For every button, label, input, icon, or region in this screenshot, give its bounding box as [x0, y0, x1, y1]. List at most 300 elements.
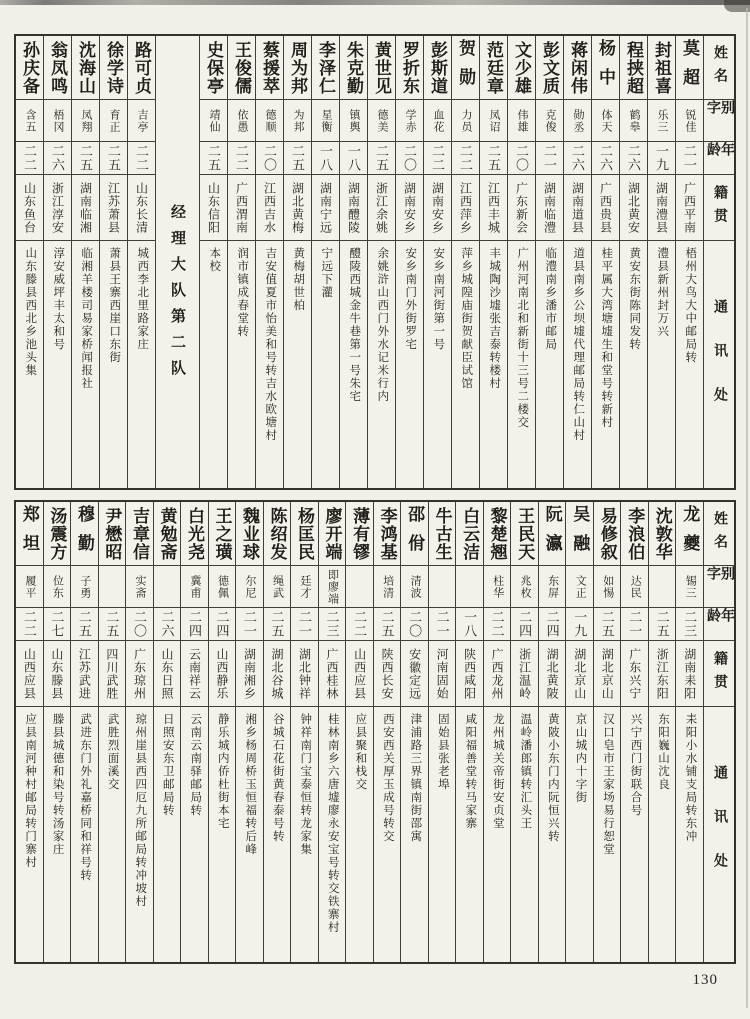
person-name: 王之璜 — [209, 502, 236, 566]
person-name: 罗折东 — [396, 36, 423, 100]
person-age: 一九 — [566, 608, 593, 641]
person-alias: 克俊 — [536, 100, 563, 142]
person-alias: 靖仙 — [200, 100, 227, 142]
person-name: 贺勋 — [452, 36, 479, 100]
person-native-place: 湖南道县 — [564, 175, 591, 241]
person-address: 道县南乡公坝墟代理邮局转仁山村 — [572, 247, 585, 442]
person-age: 二五 — [200, 142, 227, 175]
person-name: 范廷章 — [480, 36, 507, 100]
person-age: 二六 — [620, 142, 647, 175]
person-age: 二四 — [181, 608, 208, 641]
person-column — [395, 36, 423, 488]
person-address: 梧州大鸟大中邮局转 — [684, 247, 697, 364]
person-column — [648, 502, 676, 962]
person-name: 黄勉斋 — [154, 502, 181, 566]
person-address: 澧县新州封万兴 — [656, 247, 669, 338]
person-address: 吉安值夏市怡美和号转吉水欧塘村 — [264, 247, 277, 442]
person-age: 二四 — [539, 608, 566, 641]
person-alias: 凤诏 — [480, 100, 507, 142]
person-name: 史保亭 — [200, 36, 227, 100]
person-name: 汤震方 — [44, 502, 71, 566]
person-age: 二五 — [368, 142, 395, 175]
person-column — [127, 36, 155, 488]
person-native-place: 江苏萧县 — [100, 175, 127, 241]
person-address: 丰城陶沙墟张吉泰转楼村 — [488, 247, 501, 390]
person-native-place: 江苏武进 — [71, 641, 98, 707]
person-alias: 实斋 — [126, 566, 153, 608]
person-age: 二五 — [71, 608, 98, 641]
person-age: 二四 — [511, 608, 538, 641]
header-address: 通讯处 — [712, 299, 727, 431]
person-column — [99, 36, 127, 488]
person-name: 白光尧 — [181, 502, 208, 566]
person-age: 二四 — [209, 608, 236, 641]
person-alias: 学赤 — [396, 100, 423, 142]
person-native-place: 湖北钟祥 — [291, 641, 318, 707]
person-name: 莫超 — [676, 36, 703, 100]
person-native-place: 山东鱼台 — [16, 175, 43, 241]
person-address: 宁远下灌 — [320, 247, 333, 299]
person-column — [153, 502, 181, 962]
person-column — [563, 36, 591, 488]
person-name: 文少雄 — [508, 36, 535, 100]
person-address: 谷城石花街黄春泰号转 — [271, 713, 284, 843]
person-address: 安乡南门外街罗宅 — [404, 247, 417, 351]
person-column — [16, 36, 43, 488]
person-address: 桂平属大湾塘墟生和堂号转新村 — [600, 247, 613, 429]
person-age: 二〇 — [256, 142, 283, 175]
person-alias: 吉亭 — [128, 100, 155, 142]
person-native-place: 浙江温岭 — [511, 641, 538, 707]
person-name: 杨匡民 — [291, 502, 318, 566]
person-column — [263, 502, 291, 962]
person-native-place: 广东兴宁 — [621, 641, 648, 707]
person-name: 李鸿基 — [374, 502, 401, 566]
person-name: 蔡援萃 — [256, 36, 283, 100]
person-native-place: 湖南耒阳 — [676, 641, 703, 707]
person-alias: 锐佳 — [676, 100, 703, 142]
header-native: 籍贯 — [704, 641, 734, 707]
person-age: 二一 — [676, 142, 703, 175]
person-address: 城西李北里路家庄 — [136, 247, 149, 351]
person-age: 二五 — [649, 608, 676, 641]
person-name: 郑坦 — [16, 502, 43, 566]
person-address: 润市镇成春堂转 — [236, 247, 249, 338]
person-alias: 尔尼 — [236, 566, 263, 608]
person-native-place: 广东琼州 — [126, 641, 153, 707]
person-alias: 如惕 — [594, 566, 621, 608]
person-native-place: 湖北京山 — [594, 641, 621, 707]
person-age: 二六 — [154, 608, 181, 641]
person-age: 二五 — [374, 608, 401, 641]
person-column — [290, 502, 318, 962]
person-age: 二五 — [264, 608, 291, 641]
person-alias: 力员 — [452, 100, 479, 142]
person-name: 程挟超 — [620, 36, 647, 100]
person-column — [647, 36, 675, 488]
person-native-place: 山西静乐 — [209, 641, 236, 707]
person-alias: 德佩 — [209, 566, 236, 608]
person-age: 二一 — [291, 608, 318, 641]
person-alias: 即廖端 — [319, 566, 346, 608]
person-alias: 履平 — [16, 566, 43, 608]
person-column — [373, 502, 401, 962]
page-number: 130 — [692, 972, 718, 988]
person-alias: 绳武 — [264, 566, 291, 608]
person-age: 二二 — [484, 608, 511, 641]
person-column — [451, 36, 479, 488]
person-age: 二一 — [621, 608, 648, 641]
person-native-place: 浙江余姚 — [368, 175, 395, 241]
person-column — [208, 502, 236, 962]
person-name: 阮瀛 — [539, 502, 566, 566]
person-address: 兴宁西门街联合号 — [629, 713, 642, 817]
person-age: 二〇 — [401, 608, 428, 641]
person-alias: 位东 — [44, 566, 71, 608]
person-alias: 兆枚 — [511, 566, 538, 608]
person-native-place: 湖南澧县 — [648, 175, 675, 241]
person-age: 二一 — [236, 608, 263, 641]
section-divider-column — [155, 36, 199, 488]
person-name: 薄有镠 — [346, 502, 373, 566]
person-address: 桂林南乡六唐墟廖永安宝号转交铁寨村 — [326, 713, 339, 934]
person-native-place: 湖北京山 — [566, 641, 593, 707]
person-native-place: 湖南湘乡 — [236, 641, 263, 707]
scan-top-edge-artifact — [0, 0, 750, 5]
person-column — [538, 502, 566, 962]
person-alias: 梧冈 — [44, 100, 71, 142]
person-native-place: 四川武胜 — [99, 641, 126, 707]
person-native-place: 湖南醴陵 — [340, 175, 367, 241]
person-alias: 依愚 — [228, 100, 255, 142]
header-alias: 别字 — [704, 100, 734, 142]
person-column — [255, 36, 283, 488]
person-name: 王民天 — [511, 502, 538, 566]
person-address: 临澧南乡潘市邮局 — [544, 247, 557, 351]
person-native-place: 湖北谷城 — [264, 641, 291, 707]
person-age: 二五 — [72, 142, 99, 175]
person-name: 路可贞 — [128, 36, 155, 100]
person-name: 周为邦 — [284, 36, 311, 100]
person-name: 陈绍发 — [264, 502, 291, 566]
person-name: 李泽仁 — [312, 36, 339, 100]
person-native-place: 湖北黄陂 — [539, 641, 566, 707]
person-column — [43, 36, 71, 488]
person-alias: 镇舆 — [340, 100, 367, 142]
person-native-place: 湖北黄梅 — [284, 175, 311, 241]
person-native-place: 湖南临湘 — [72, 175, 99, 241]
person-column — [367, 36, 395, 488]
person-alias: 星衡 — [312, 100, 339, 142]
person-address: 山东滕县西北乡池头集 — [24, 247, 37, 377]
person-name: 易修叙 — [594, 502, 621, 566]
person-alias: 达民 — [621, 566, 648, 608]
section-divider-label: 经理大队第二队 — [169, 204, 185, 386]
person-native-place: 山西应县 — [16, 641, 43, 707]
person-alias — [154, 566, 181, 608]
person-native-place: 广西贵县 — [592, 175, 619, 241]
person-address: 应县南河种村邮局转门寨村 — [24, 713, 37, 869]
person-column — [593, 502, 621, 962]
person-alias: 锡三 — [676, 566, 703, 608]
person-native-place: 陕西咸阳 — [456, 641, 483, 707]
person-column — [98, 502, 126, 962]
person-column — [591, 36, 619, 488]
person-address: 东阳巍山沈良 — [656, 713, 669, 791]
person-name: 蒋闲伟 — [564, 36, 591, 100]
person-name: 沈海山 — [72, 36, 99, 100]
person-age: 二〇 — [126, 608, 153, 641]
person-native-place: 湖南临澧 — [536, 175, 563, 241]
person-age: 二二 — [16, 142, 43, 175]
person-age: 二五 — [284, 142, 311, 175]
person-alias: 含五 — [16, 100, 43, 142]
scan-right-edge-artifact — [746, 8, 748, 1008]
person-name: 廖开端 — [319, 502, 346, 566]
person-alias — [649, 566, 676, 608]
person-name: 彭文质 — [536, 36, 563, 100]
person-column — [283, 36, 311, 488]
person-name: 吴融 — [566, 502, 593, 566]
person-column — [43, 502, 71, 962]
header-age: 年龄 — [704, 608, 734, 641]
person-age: 二二 — [452, 142, 479, 175]
person-alias — [99, 566, 126, 608]
person-column — [620, 502, 648, 962]
person-alias — [456, 566, 483, 608]
person-address: 黄梅胡世柏 — [292, 247, 305, 312]
person-native-place: 广西龙州 — [484, 641, 511, 707]
person-column — [235, 502, 263, 962]
person-name: 翁凤鸣 — [44, 36, 71, 100]
person-name: 朱克勤 — [340, 36, 367, 100]
person-address: 静乐城内侨杜街本宅 — [216, 713, 229, 830]
person-native-place: 山东长清 — [128, 175, 155, 241]
person-age: 一八 — [456, 608, 483, 641]
person-column — [71, 36, 99, 488]
person-native-place: 江西萍乡 — [452, 175, 479, 241]
person-native-place: 安徽定远 — [401, 641, 428, 707]
person-alias — [346, 566, 373, 608]
person-age: 二三 — [319, 608, 346, 641]
person-native-place: 河南固始 — [429, 641, 456, 707]
person-address: 云南云南驿邮局转 — [189, 713, 202, 817]
person-column — [227, 36, 255, 488]
person-address: 固始县张老埠 — [436, 713, 449, 791]
person-address: 本校 — [208, 247, 221, 273]
person-alias: 为邦 — [284, 100, 311, 142]
person-column — [311, 36, 339, 488]
person-age: 一八 — [312, 142, 339, 175]
person-age: 二五 — [99, 608, 126, 641]
person-column — [675, 502, 703, 962]
person-address: 龙州城关帝街安贞堂 — [491, 713, 504, 830]
person-address: 淳安威坪丰太和号 — [52, 247, 65, 351]
person-column — [70, 502, 98, 962]
person-address: 西安西关厚玉成号转交 — [381, 713, 394, 843]
person-address: 余姚浒山西门外水记米行内 — [376, 247, 389, 403]
directory-table-lower — [14, 500, 736, 964]
person-age: 二二 — [346, 608, 373, 641]
person-native-place: 湖南安乡 — [396, 175, 423, 241]
person-native-place: 山东滕县 — [44, 641, 71, 707]
person-address: 黄安东街陈同发转 — [628, 247, 641, 351]
person-age: 二三 — [676, 608, 703, 641]
person-age: 二二 — [128, 142, 155, 175]
person-age: 二二 — [424, 142, 451, 175]
person-address: 武胜烈面溪交 — [106, 713, 119, 791]
person-address: 醴陵西城金牛巷第一号朱宅 — [348, 247, 361, 403]
person-alias: 德美 — [368, 100, 395, 142]
header-name: 姓名 — [704, 36, 734, 100]
person-address: 耒阳小水铺支局转东冲 — [684, 713, 697, 843]
person-name: 李浪伯 — [621, 502, 648, 566]
person-age: 二二 — [228, 142, 255, 175]
person-age: 一九 — [648, 142, 675, 175]
person-name: 沈敦华 — [649, 502, 676, 566]
person-age: 二〇 — [508, 142, 535, 175]
person-native-place: 云南祥云 — [181, 641, 208, 707]
person-alias: 柱华 — [484, 566, 511, 608]
header-alias: 别字 — [704, 566, 734, 608]
person-native-place: 湖北黄安 — [620, 175, 647, 241]
person-alias: 清波 — [401, 566, 428, 608]
person-name: 杨中 — [592, 36, 619, 100]
person-name: 邵佾 — [401, 502, 428, 566]
person-alias: 德顺 — [256, 100, 283, 142]
person-address: 武进东门外礼嘉桥同和祥号转 — [79, 713, 92, 882]
person-alias: 血花 — [424, 100, 451, 142]
person-native-place: 广西桂林 — [319, 641, 346, 707]
person-column — [507, 36, 535, 488]
person-name: 尹懋昭 — [99, 502, 126, 566]
person-alias: 伟雄 — [508, 100, 535, 142]
person-native-place: 广东新会 — [508, 175, 535, 241]
person-age: 一八 — [340, 142, 367, 175]
person-name: 穆勤 — [71, 502, 98, 566]
person-native-place: 山西应县 — [346, 641, 373, 707]
person-alias: 廷才 — [291, 566, 318, 608]
person-alias: 鹤皋 — [620, 100, 647, 142]
person-name: 封祖喜 — [648, 36, 675, 100]
person-alias: 体天 — [592, 100, 619, 142]
person-alias: 乐三 — [648, 100, 675, 142]
person-address: 广州河南北和新街十三号二楼交 — [516, 247, 529, 429]
person-alias: 凤翔 — [72, 100, 99, 142]
person-address: 琼州崖县西四厄九所邮局转冲坡村 — [134, 713, 147, 908]
person-native-place: 山东信阳 — [200, 175, 227, 241]
person-column — [345, 502, 373, 962]
person-address: 萍乡城隍庙街贺献臣试馆 — [460, 247, 473, 390]
person-name: 魏业球 — [236, 502, 263, 566]
person-column — [483, 502, 511, 962]
person-address: 汉口皂市王家场易行恕堂 — [601, 713, 614, 856]
person-native-place: 广西平南 — [676, 175, 703, 241]
person-age: 二五 — [100, 142, 127, 175]
person-name: 龙夔 — [676, 502, 703, 566]
person-age: 二二 — [16, 608, 43, 641]
person-column — [510, 502, 538, 962]
person-alias: 东屏 — [539, 566, 566, 608]
person-native-place: 湖南宁远 — [312, 175, 339, 241]
person-address: 临湘羊楼司易家桥闻报社 — [80, 247, 93, 390]
person-native-place: 江西吉水 — [256, 175, 283, 241]
person-alias — [429, 566, 456, 608]
person-age: 二六 — [592, 142, 619, 175]
person-name: 孙庆备 — [16, 36, 43, 100]
person-column — [565, 502, 593, 962]
person-alias: 培清 — [374, 566, 401, 608]
person-name: 黄世见 — [368, 36, 395, 100]
person-native-place: 湖南安乡 — [424, 175, 451, 241]
person-age: 二七 — [44, 608, 71, 641]
person-age: 二一 — [429, 608, 456, 641]
person-column — [339, 36, 367, 488]
person-alias: 冀甫 — [181, 566, 208, 608]
person-address: 津浦路三界镇南街邵寓 — [409, 713, 422, 843]
person-address: 应县聚和栈交 — [354, 713, 367, 791]
header-native: 籍贯 — [704, 175, 734, 241]
person-age: 二一 — [536, 142, 563, 175]
person-column — [535, 36, 563, 488]
person-column — [479, 36, 507, 488]
person-column — [455, 502, 483, 962]
person-native-place: 山东日照 — [154, 641, 181, 707]
person-name: 黎楚翘 — [484, 502, 511, 566]
person-alias: 文正 — [566, 566, 593, 608]
header-column — [703, 36, 734, 488]
person-address: 京山城内十字街 — [574, 713, 587, 804]
person-age: 二五 — [480, 142, 507, 175]
person-address: 日照安东卫邮局转 — [161, 713, 174, 817]
person-column — [400, 502, 428, 962]
person-address: 钟祥南门宝泰恒转龙家集 — [299, 713, 312, 856]
person-column — [199, 36, 227, 488]
person-column — [318, 502, 346, 962]
person-address: 黄陂小东门内阮恒兴转 — [546, 713, 559, 843]
person-name: 徐学诗 — [100, 36, 127, 100]
header-column — [703, 502, 734, 962]
directory-table-upper — [14, 34, 736, 490]
person-address: 温岭潘郎镇转汇头王 — [519, 713, 532, 830]
person-age: 二六 — [44, 142, 71, 175]
person-address: 滕县城德和染号转汤家庄 — [51, 713, 64, 856]
person-address: 萧县王寨西崖口东街 — [108, 247, 121, 364]
person-age: 二〇 — [396, 142, 423, 175]
person-column — [16, 502, 43, 962]
person-column — [180, 502, 208, 962]
person-name: 王俊儒 — [228, 36, 255, 100]
person-native-place: 陕西长安 — [374, 641, 401, 707]
person-address: 咸阳福善堂转马家寨 — [464, 713, 477, 830]
person-address: 湘乡杨周桥玉恒福转后峰 — [244, 713, 257, 856]
person-name: 牛古生 — [429, 502, 456, 566]
person-native-place: 浙江淳安 — [44, 175, 71, 241]
header-address: 通讯处 — [712, 765, 727, 897]
person-column — [619, 36, 647, 488]
header-age: 年龄 — [704, 142, 734, 175]
person-native-place: 浙江东阳 — [649, 641, 676, 707]
person-age: 二五 — [594, 608, 621, 641]
person-column — [428, 502, 456, 962]
person-alias: 子勇 — [71, 566, 98, 608]
person-native-place: 广西渭南 — [228, 175, 255, 241]
person-column — [675, 36, 703, 488]
person-name: 白云洁 — [456, 502, 483, 566]
person-name: 彭斯道 — [424, 36, 451, 100]
person-alias: 育正 — [100, 100, 127, 142]
person-age: 二六 — [564, 142, 591, 175]
